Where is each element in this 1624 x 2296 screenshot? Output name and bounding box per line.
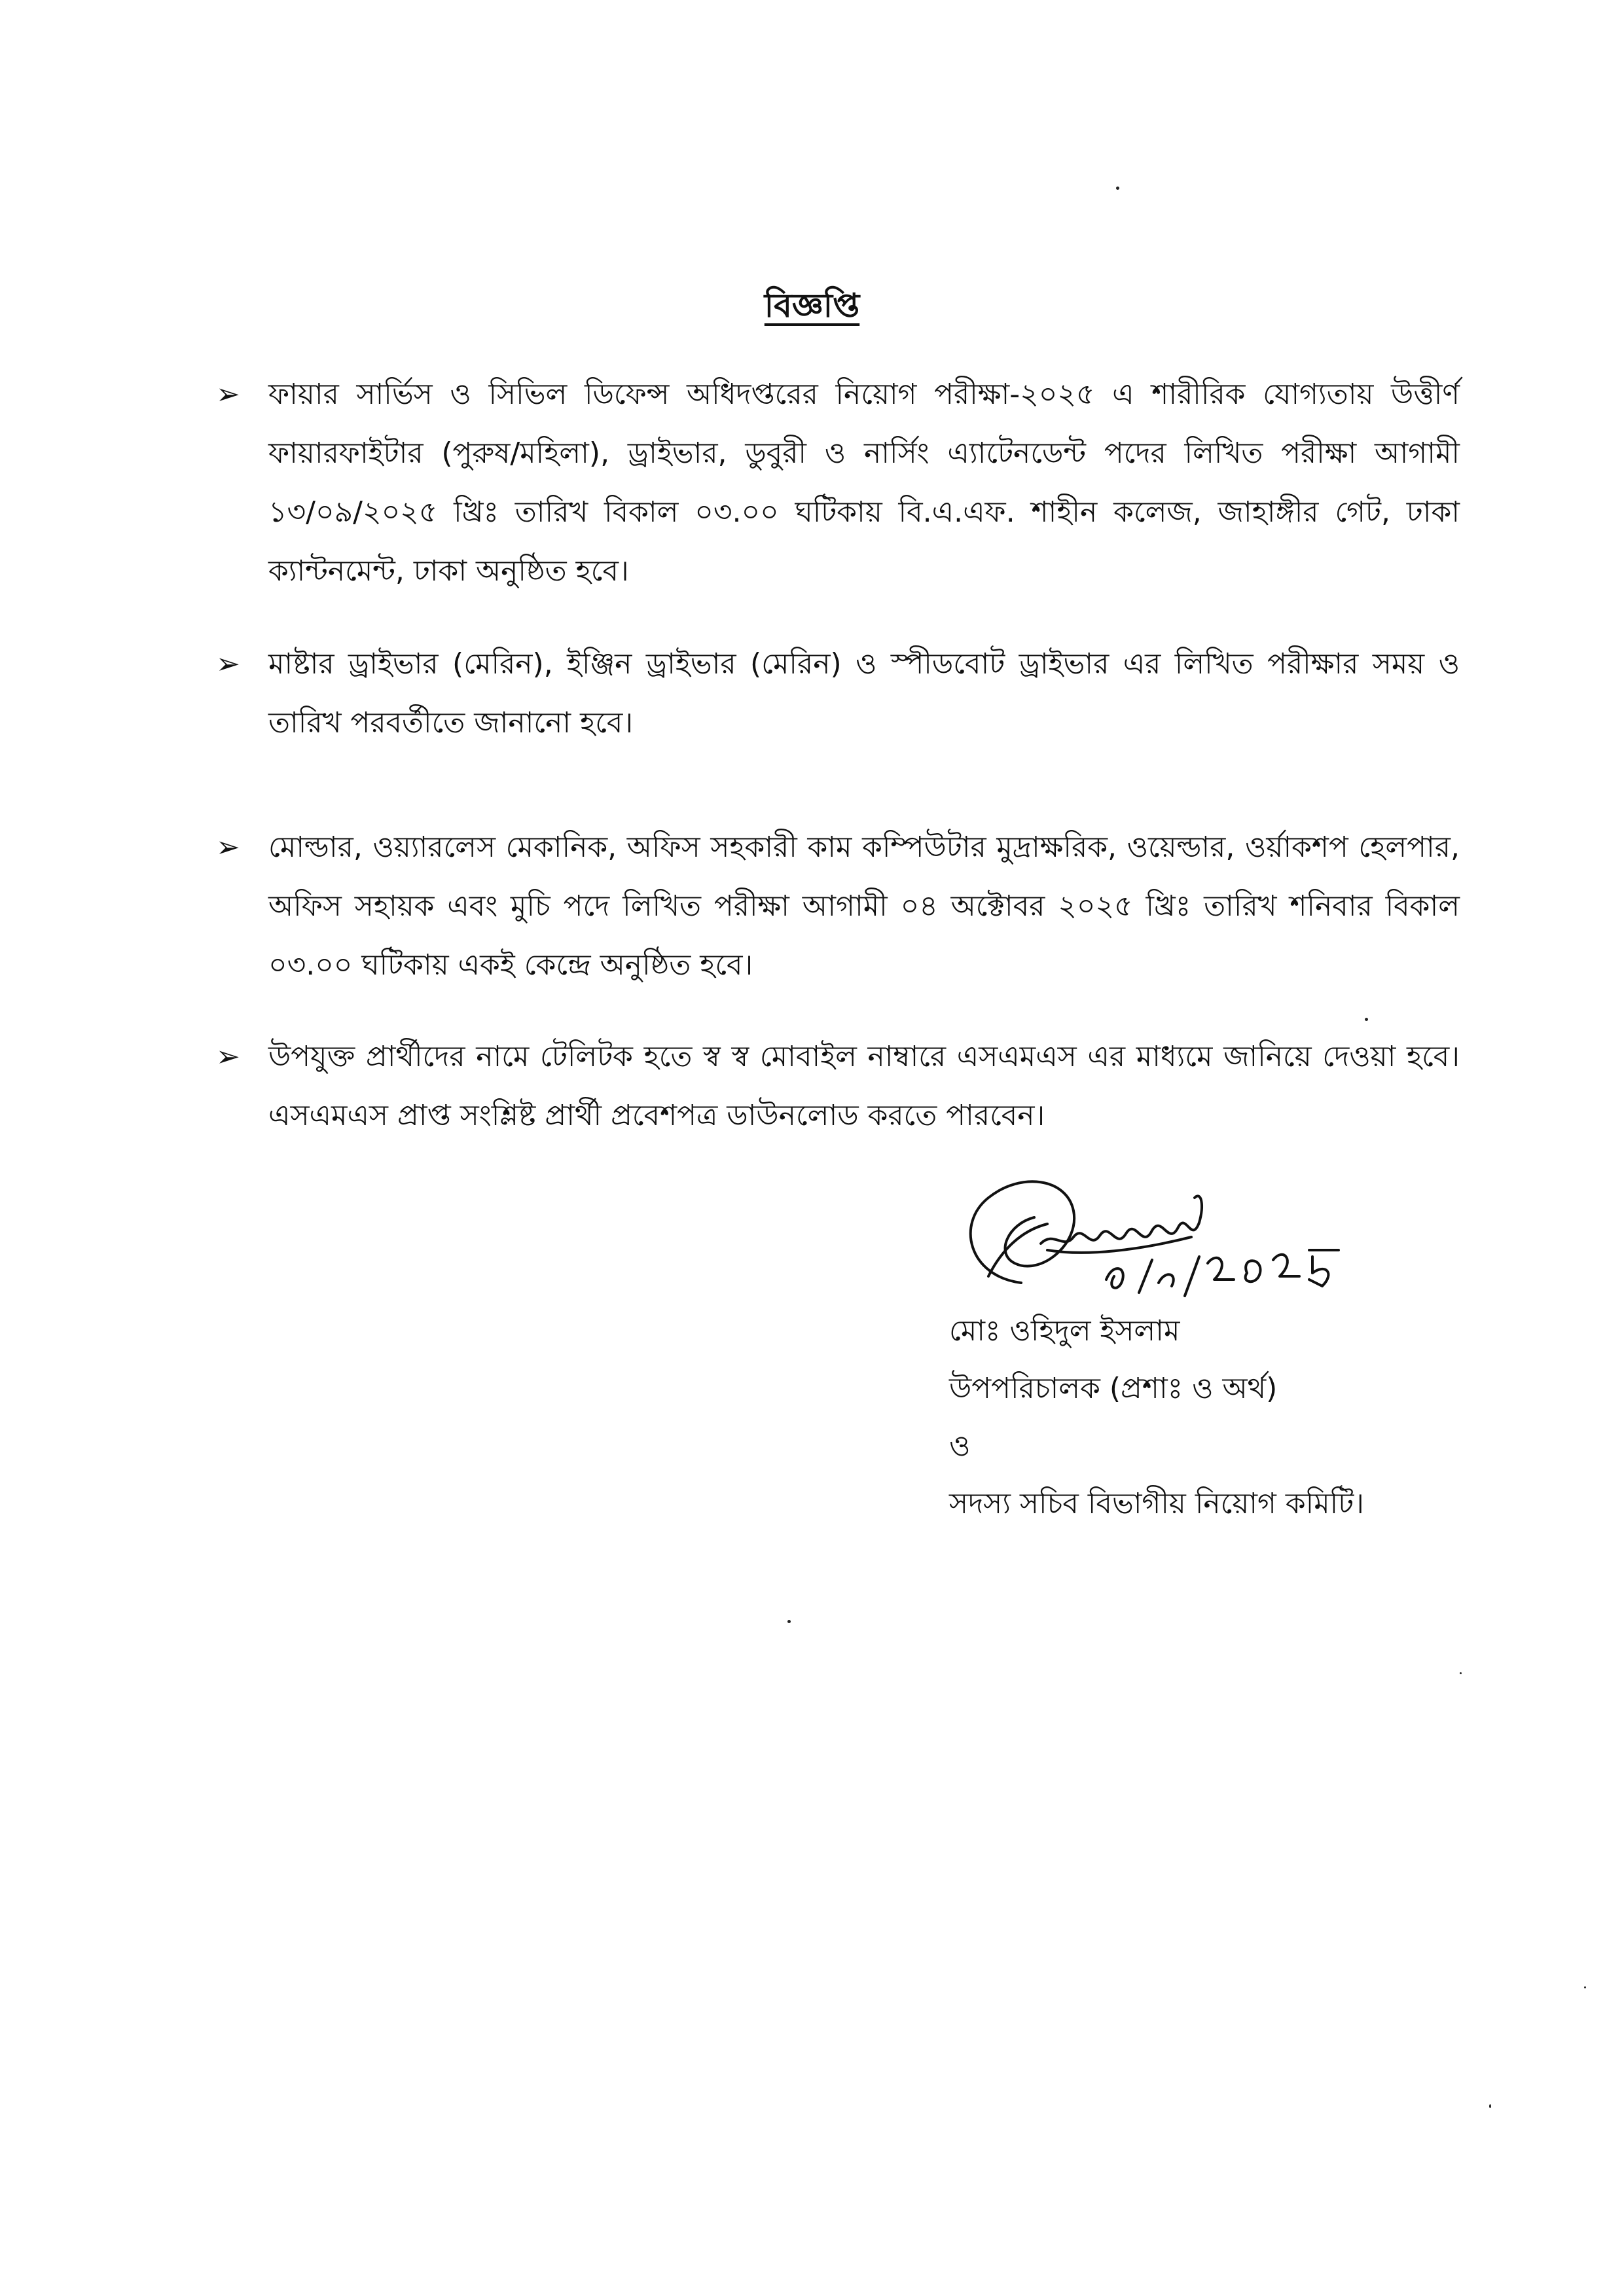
signatory-name: মোঃ ওহিদুল ইসলাম: [949, 1314, 1180, 1348]
arrow-bullet-icon: ➢: [216, 1040, 240, 1073]
signature-block: [949, 1302, 1538, 1533]
notice-item-3: [216, 818, 1460, 995]
notice-item-text: ফায়ার সার্ভিস ও সিভিল ডিফেন্স অধিদপ্তরের নিয়োগ পরীক্ষা-২০২৫ এ শারীরিক যোগ্যতায় উত্তীর্ণ ফায়ারফাইটার (পুরুষ/মহিলা), ড্রাইভার, ডুবুরী ও নার্সিং এ্যাটেনডেন্ট পদের লিখিত পরীক্ষা আগামী ১৩/০৯/২০২৫ খ্রিঃ তারিখ বিকাল ০৩.০০ ঘটিকায় বি.এ.এফ. শাহীন কলেজ, জাহাঙ্গীর গেট, ঢাকা ক্যান্টনমেন্ট, ঢাকা অনুষ্ঠিত হবে।: [268, 378, 1460, 588]
scan-speck: [1460, 1672, 1462, 1674]
signatory-designation: উপপরিচালক (প্রশাঃ ও অর্থ): [949, 1372, 1278, 1405]
notice-item-text: উপযুক্ত প্রার্থীদের নামে টেলিটক হতে স্ব স্ব মোবাইল নাম্বারে এসএমএস এর মাধ্যমে জানিয়ে দেওয়া হবে। এসএমএস প্রাপ্ত সংশ্লিষ্ট প্রার্থী প্রবেশপত্র ডাউনলোড করতে পারবেন।: [268, 1040, 1460, 1132]
notice-item-text: মোল্ডার, ওয়্যারলেস মেকানিক, অফিস সহকারী কাম কম্পিউটার মুদ্রাক্ষরিক, ওয়েল্ডার, ওর্য়াকশপ হেলপার, অফিস সহায়ক এবং মুচি পদে লিখিত পরীক্ষা আগামী ০৪ অক্টোবর ২০২৫ খ্রিঃ তারিখ শনিবার বিকাল ০৩.০০ ঘটিকায় একই কেন্দ্রে অনুষ্ঠিত হবে।: [268, 831, 1460, 982]
arrow-bullet-icon: ➢: [216, 647, 240, 681]
notice-title-text: বিজ্ঞপ্তি: [764, 287, 860, 325]
signatory-conjunction: ও: [949, 1429, 971, 1463]
arrow-bullet-icon: ➢: [216, 378, 240, 411]
notice-item-text: মাষ্টার ড্রাইভার (মেরিন), ইঞ্জিন ড্রাইভার (মেরিন) ও স্পীডবোট ড্রাইভার এর লিখিত পরীক্ষার সময় ও তারিখ পরবর্তীতে জানানো হবে।: [268, 647, 1460, 740]
scan-speck: [1116, 187, 1119, 190]
scan-speck: [1489, 2104, 1491, 2108]
notice-item-2: [216, 635, 1460, 753]
notice-item-4: [216, 1028, 1460, 1145]
scan-speck: [1584, 1986, 1586, 1988]
scan-speck: [787, 1620, 791, 1623]
signatory-role: সদস্য সচিব বিভাগীয় নিয়োগ কমিটি।: [949, 1487, 1364, 1520]
notice-item-1: [216, 365, 1460, 601]
arrow-bullet-icon: ➢: [216, 831, 240, 864]
notice-title: [0, 281, 1624, 336]
scan-speck: [1365, 1018, 1368, 1021]
handwritten-signature: [943, 1152, 1348, 1322]
